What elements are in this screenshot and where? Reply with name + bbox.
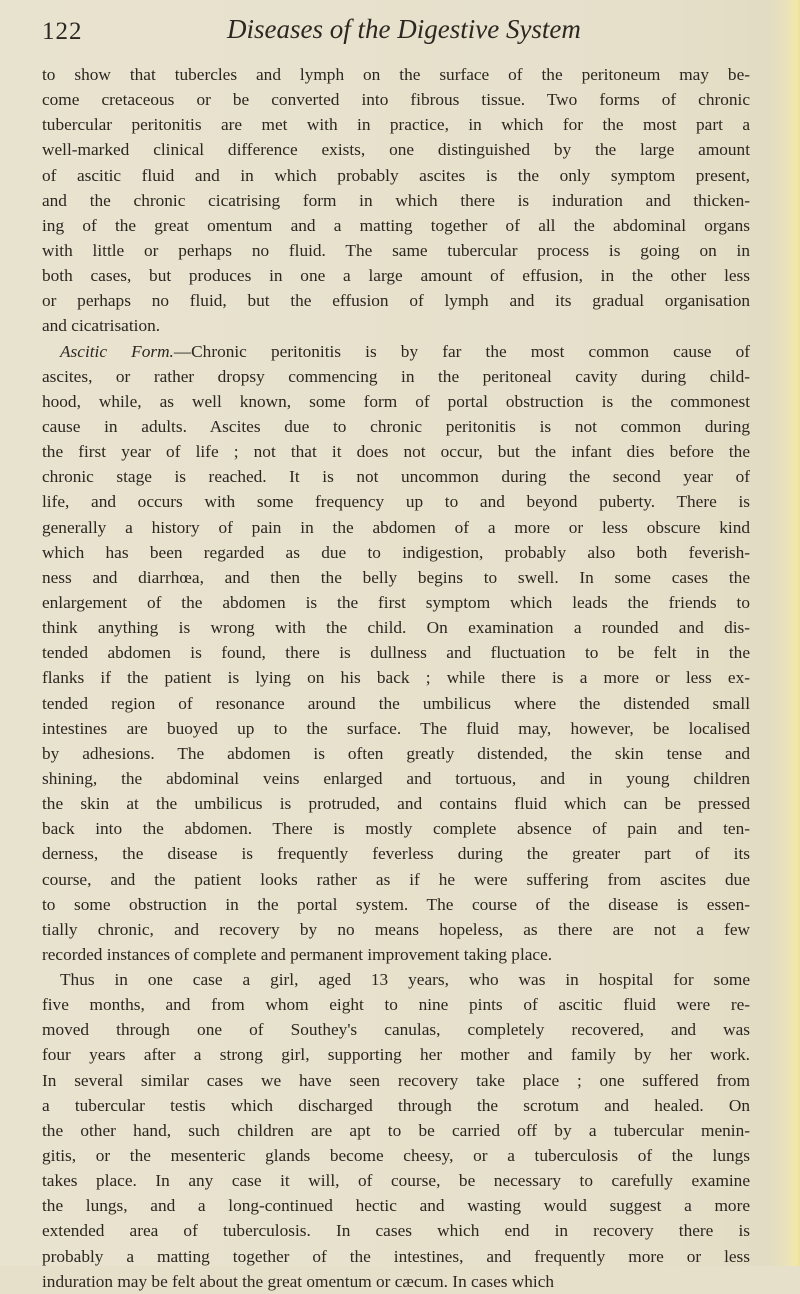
line-text: and cicatrisation. [42,316,161,336]
line-text: tended region of resonance around the umbilicus where the distended small [42,693,750,713]
text-line [42,1143,750,1168]
line-text: back into the abdomen. There is mostly complete absence of pain and ten- [42,819,750,839]
text-line [42,188,750,213]
text-line [42,992,750,1017]
text-line [42,137,750,162]
text-line [42,615,750,640]
line-text: tended abdomen is found, there is dullness and fluctuation to be felt in the [42,643,750,663]
line-text: ing of the great omentum and a matting together of all the abdominal organs [42,215,750,235]
line-text: ness and diarrhœa, and then the belly begins to swell. In some cases the [42,567,750,587]
text-line [42,640,750,665]
line-text: —Chronic peritonitis is by far the most common cause of [173,341,750,361]
line-text: a tubercular testis which discharged through the scrotum and healed. On [42,1095,750,1115]
text-line [42,464,750,489]
text-line [42,213,750,238]
text-line [42,87,750,112]
line-text: and the chronic cicatrising form in which there is induration and thicken- [42,190,750,210]
line-text: the skin at the umbilicus is protruded, and contains fluid which can be pressed [42,794,750,814]
line-text: flanks if the patient is lying on his back ; while there is a more or less ex- [42,668,750,688]
text-line [42,942,750,967]
line-text: which has been regarded as due to indigestion, probably also both feverish- [42,542,750,562]
text-line [42,892,750,917]
text-line [42,1118,750,1143]
text-line [42,1193,750,1218]
text-line [42,62,750,87]
text-line [42,917,750,942]
text-line [42,691,750,716]
text-line [42,565,750,590]
line-text: takes place. In any case it will, of course, be necessary to carefully examine [42,1171,750,1191]
text-line [42,1244,750,1269]
text-line [42,238,750,263]
text-line [42,1017,750,1042]
line-text: the other hand, such children are apt to be carried off by a tubercular menin- [42,1120,750,1140]
line-text: tubercular peritonitis are met with in practice, in which for the most part a [42,115,750,135]
page-header [42,14,742,48]
line-text: induration may be felt about the great omentum or cæcum. In cases which [42,1271,555,1291]
line-text: of ascitic fluid and in which probably ascites is the only symptom present, [42,165,750,185]
line-text: chronic stage is reached. It is not uncommon during the second year of [42,467,750,487]
text-line [42,364,750,389]
text-line [42,741,750,766]
text-line [42,665,750,690]
line-text: think anything is wrong with the child. On examination a rounded and dis- [42,618,750,638]
page-edge [788,0,800,1266]
line-text: generally a history of pain in the abdomen of a more or less obscure kind [42,517,750,537]
text-line [42,489,750,514]
text-line [42,590,750,615]
text-line [42,1068,750,1093]
line-text: by adhesions. The abdomen is often greatly distended, the skin tense and [42,743,750,763]
line-text: come cretaceous or be converted into fibrous tissue. Two forms of chronic [42,90,750,110]
text-line [42,389,750,414]
text-line [42,263,750,288]
line-text: with little or perhaps no fluid. The same tubercular process is going on in [42,240,750,260]
line-text: probably a matting together of the intestines, and frequently more or less [42,1246,750,1266]
line-text: well-marked clinical difference exists, one distinguished by the large amount [42,140,750,160]
line-text: Thus in one case a girl, aged 13 years, who was in hospital for some [60,970,750,990]
text-line [42,313,750,338]
text-line [42,816,750,841]
line-text: ascites, or rather dropsy commencing in the peritoneal cavity during child- [42,366,750,386]
line-text: both cases, but produces in one a large amount of effusion, in the other less [42,266,750,286]
text-line [42,716,750,741]
line-text: five months, and from whom eight to nine pints of ascitic fluid were re- [42,995,750,1015]
line-text: hood, while, as well known, some form of portal obstruction is the commonest [42,391,750,411]
text-line [42,791,750,816]
text-line [42,1269,750,1294]
text-line [42,339,750,364]
text-line [42,1093,750,1118]
line-text: the lungs, and a long-continued hectic and wasting would suggest a more [42,1196,750,1216]
text-line [42,967,750,992]
line-text: shining, the abdominal veins enlarged and tortuous, and in young children [42,768,750,788]
line-text: recorded instances of complete and permanent improvement taking place. [42,944,553,964]
line-text: four years after a strong girl, supporting her mother and family by her work. [42,1045,750,1065]
line-text: the first year of life ; not that it does not occur, but the infant dies before the [42,442,750,462]
text-line [42,540,750,565]
line-text: course, and the patient looks rather as if he were suffering from ascites due [42,869,750,889]
line-text: to show that tubercles and lymph on the surface of the peritoneum may be- [42,65,750,84]
line-text: extended area of tuberculosis. In cases which end in recovery there is [42,1221,750,1241]
text-line [42,1168,750,1193]
page-number: 122 [42,18,83,45]
text-line [42,414,750,439]
line-text: gitis, or the mesenteric glands become cheesy, or a tuberculosis of the lungs [42,1146,750,1166]
text-line [42,867,750,892]
line-text: cause in adults. Ascites due to chronic peritonitis is not common during [42,416,750,436]
line-text: tially chronic, and recovery by no means hopeless, as there are not a few [42,919,750,939]
text-line [42,841,750,866]
body-text [42,62,750,1294]
text-line [42,1218,750,1243]
text-line [42,766,750,791]
line-text: to some obstruction in the portal system. The course of the disease is essen- [42,894,750,914]
line-text: enlargement of the abdomen is the first symptom which leads the friends to [42,592,750,612]
text-line [42,112,750,137]
line-text: life, and occurs with some frequency up to and beyond puberty. There is [42,492,750,512]
text-line [42,288,750,313]
running-title: Diseases of the Digestive System [227,14,581,44]
line-text: In several similar cases we have seen recovery take place ; one suffered from [42,1070,750,1090]
line-text: moved through one of Southey's canulas, completely recovered, and was [42,1020,750,1040]
text-line [42,515,750,540]
line-text: or perhaps no fluid, but the effusion of lymph and its gradual organisation [42,291,750,311]
line-text: derness, the disease is frequently feverless during the greater part of its [42,844,750,864]
text-line [42,1042,750,1067]
text-line [42,439,750,464]
line-text: intestines are buoyed up to the surface. The fluid may, however, be localised [42,718,750,738]
text-line [42,163,750,188]
section-heading: Ascitic Form. [60,341,174,361]
